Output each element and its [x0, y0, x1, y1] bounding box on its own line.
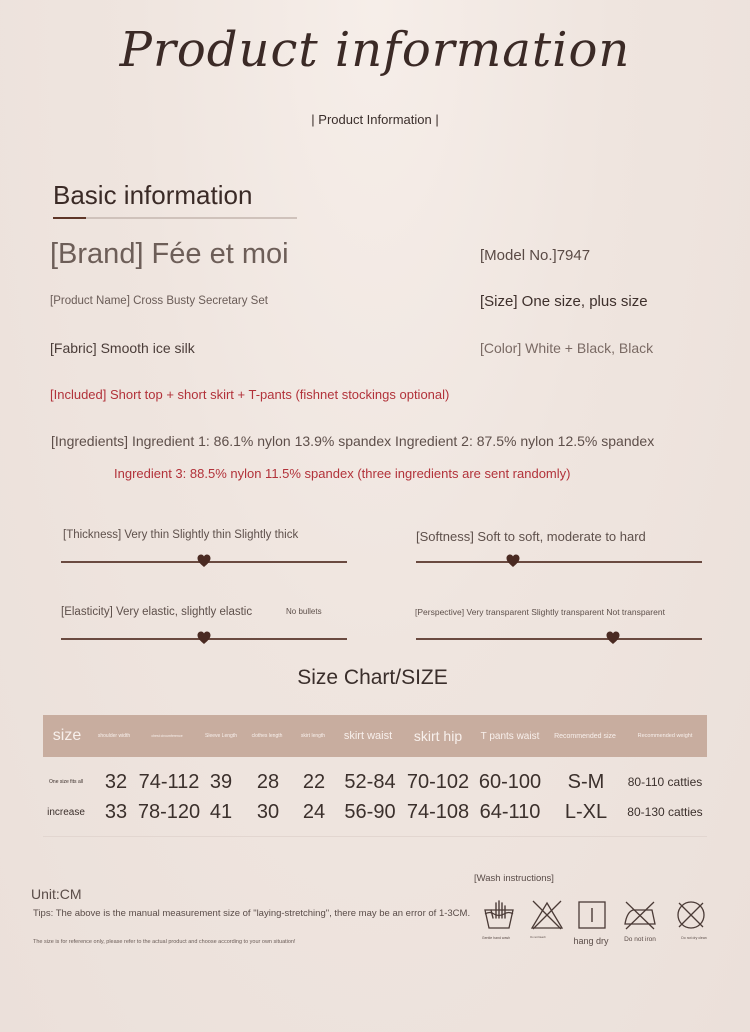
elasticity-label: [Elasticity] Very elastic, slightly elastic [61, 606, 253, 618]
row1-skirt-hip: 70-102 [406, 770, 470, 793]
row1-t-pants-waist: 60-100 [478, 770, 542, 793]
product-name: [Product Name] Cross Busty Secretary Set [50, 295, 268, 307]
row2-skirt-hip: 74-108 [406, 800, 470, 823]
section-divider-accent [53, 217, 86, 219]
row2-chest: 78-120 [137, 800, 201, 823]
perspective-track [416, 638, 702, 640]
no-iron-label: Do not iron [624, 936, 656, 943]
header-skirt-waist: skirt waist [343, 730, 393, 742]
reference-note: The size is for reference only, please refer to the actual product and choose according to your own situation! [33, 939, 296, 945]
elasticity-note: No bullets [286, 607, 322, 616]
perspective-label: [Perspective] Very transparent Slightly transparent Not transparent [415, 607, 665, 617]
header-shoulder-width: shoulder width [97, 733, 131, 739]
page-title: Product information [119, 22, 631, 78]
row1-chest: 74-112 [138, 770, 200, 793]
size-info: [Size] One size, plus size [480, 293, 648, 310]
tips-text: Tips: The above is the manual measurement size of "laying-stretching", there may be an error of 1-3CM. [33, 908, 471, 919]
row2-clothes: 30 [256, 800, 280, 823]
row2-skirt-waist: 56-90 [344, 800, 396, 823]
no-dry-clean-icon [674, 898, 708, 932]
ingredients-3-info: Ingredient 3: 88.5% nylon 11.5% spandex (three ingredients are sent randomly) [114, 466, 571, 481]
softness-track [416, 561, 702, 563]
header-clothes-length: clothes length [251, 733, 283, 739]
section-title: Basic information [53, 180, 253, 210]
header-skirt-length: skirt length [300, 733, 326, 739]
row2-shoulder: 33 [104, 800, 128, 823]
size-chart-title: Size Chart/SIZE [297, 666, 448, 689]
included-info: [Included] Short top + short skirt + T-pants (fishnet stockings optional) [50, 387, 450, 402]
unit-label: Unit:CM [31, 886, 82, 902]
page-subtitle: | Product Information | [311, 112, 439, 127]
row1-skirt-length: 22 [302, 770, 326, 793]
row1-size: One size fits all [49, 779, 83, 785]
heart-marker-icon [197, 631, 211, 645]
thickness-label: [Thickness] Very thin Slightly thin Slightly thick [63, 529, 299, 541]
fabric-info: [Fabric] Smooth ice silk [50, 340, 195, 356]
section-divider [53, 217, 297, 219]
header-t-pants-waist: T pants waist [480, 730, 540, 742]
row2-t-pants-waist: 64-110 [479, 800, 541, 823]
heart-marker-icon [197, 554, 211, 568]
header-recommended-weight: Recommended weight [637, 733, 693, 739]
row2-recommended-weight: 80-130 catties [627, 805, 703, 819]
ingredients-info: [Ingredients] Ingredient 1: 86.1% nylon 13.9% spandex Ingredient 2: 87.5% nylon 12.5% spandex [51, 433, 655, 449]
no-bleach-icon [530, 898, 564, 932]
hang-dry-icon [575, 898, 609, 932]
row1-recommended-size: S-M [567, 770, 605, 793]
row1-skirt-waist: 52-84 [344, 770, 396, 793]
row2-skirt-length: 24 [302, 800, 326, 823]
brand-text: [Brand] Fée et moi [50, 238, 289, 270]
no-iron-icon [623, 898, 657, 932]
row1-recommended-weight: 80-110 catties [627, 775, 703, 789]
no-bleach-label: Do not bleach [530, 936, 546, 939]
heart-marker-icon [506, 554, 520, 568]
header-sleeve-length: Sleeve Length [205, 733, 237, 739]
header-skirt-hip: skirt hip [413, 728, 463, 744]
hand-wash-label: Gentle hand wash [481, 936, 511, 940]
model-number: [Model No.]7947 [480, 247, 591, 264]
row1-clothes: 28 [256, 770, 280, 793]
header-size: size [52, 727, 82, 744]
table-divider [43, 836, 707, 837]
row1-shoulder: 32 [104, 770, 128, 793]
row2-recommended-size: L-XL [564, 800, 608, 823]
softness-label: [Softness] Soft to soft, moderate to hard [416, 529, 646, 544]
color-info: [Color] White + Black, Black [480, 340, 654, 356]
size-table-header [43, 715, 707, 757]
no-dry-clean-label: Do not dry clean [681, 936, 707, 940]
row1-sleeve: 39 [209, 770, 233, 793]
row2-size: increase [47, 806, 85, 818]
hand-wash-icon [482, 898, 516, 932]
heart-marker-icon [606, 631, 620, 645]
hang-dry-label: hang dry [573, 936, 609, 946]
header-chest: chest circumference [151, 734, 183, 738]
header-recommended-size: Recommended size [554, 732, 616, 740]
wash-title: [Wash instructions] [474, 873, 554, 884]
row2-sleeve: 41 [209, 800, 233, 823]
